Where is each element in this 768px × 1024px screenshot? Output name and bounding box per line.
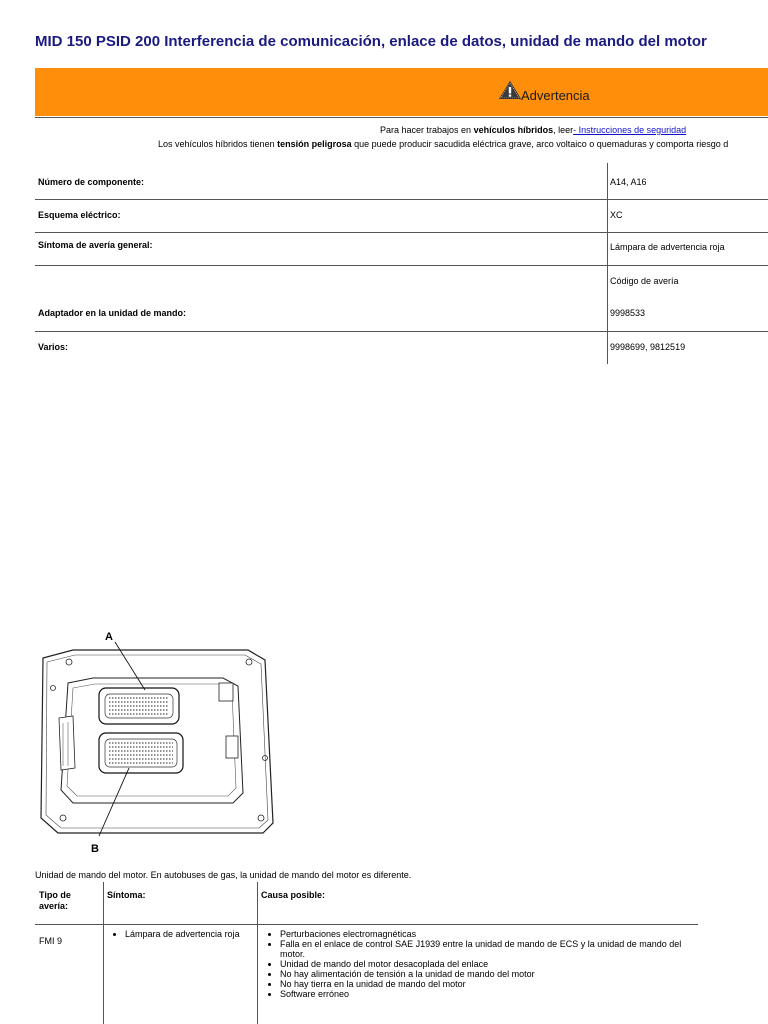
property-value: XC bbox=[610, 210, 623, 220]
table-header-divider bbox=[35, 924, 698, 925]
callout-label-b: B bbox=[91, 843, 99, 855]
property-label: Esquema eléctrico: bbox=[38, 210, 121, 220]
property-value: Lámpara de advertencia roja bbox=[610, 242, 725, 252]
list-item: • No hay tierra en la unidad de mando del motor bbox=[280, 979, 690, 989]
safety-note-line-1 bbox=[380, 125, 686, 135]
table-column-divider bbox=[257, 882, 258, 1024]
table-column-divider bbox=[103, 882, 104, 1024]
warning-label: Advertencia bbox=[521, 88, 590, 103]
fault-type-header: Tipo de avería: bbox=[39, 890, 71, 911]
safety-text: , leer bbox=[553, 125, 574, 135]
safety-text: Para hacer trabajos en bbox=[380, 125, 474, 135]
safety-text: Los vehículos híbridos tienen bbox=[158, 139, 278, 149]
property-value: A14, A16 bbox=[610, 177, 647, 187]
callout-label-a: A bbox=[105, 631, 113, 643]
warning-banner bbox=[35, 68, 768, 116]
cause-list bbox=[264, 929, 690, 999]
fault-code: FMI 9 bbox=[39, 936, 63, 946]
cause-header: Causa posible: bbox=[261, 890, 326, 900]
property-label: Varios: bbox=[38, 342, 69, 352]
warning-triangle-icon bbox=[497, 79, 523, 101]
divider bbox=[35, 117, 768, 118]
property-row bbox=[35, 233, 768, 266]
property-label: Adaptador en la unidad de mando: bbox=[38, 308, 187, 318]
symptom-header: Síntoma: bbox=[107, 890, 146, 900]
figure-caption: Unidad de mando del motor. En autobuses de gas, la unidad de mando del motor es diferente. bbox=[35, 870, 412, 880]
list-item: • No hay alimentación de tensión a la unidad de mando del motor bbox=[280, 969, 690, 979]
property-value: 9998699, 9812519 bbox=[610, 342, 686, 352]
safety-bold: tensión peligrosa bbox=[277, 139, 352, 149]
property-row bbox=[35, 266, 768, 298]
safety-note-line-2 bbox=[158, 139, 728, 149]
list-item: • Falla en el enlace de control SAE J1939 entre la unidad de mando de ECS y la unidad de mando del motor. bbox=[280, 939, 690, 959]
property-row bbox=[35, 163, 768, 200]
component-properties-table bbox=[35, 163, 768, 364]
list-item: • Software erróneo bbox=[280, 989, 690, 999]
list-item: • Perturbaciones electromagnéticas bbox=[280, 929, 690, 939]
symptom-list bbox=[109, 929, 255, 939]
safety-instructions-link[interactable]: - Instrucciones de seguridad bbox=[573, 125, 687, 135]
engine-control-unit-illustration bbox=[33, 628, 283, 858]
property-row bbox=[35, 332, 768, 364]
property-label: Número de componente: bbox=[38, 177, 145, 187]
property-row bbox=[35, 299, 768, 332]
list-item: • Lámpara de advertencia roja bbox=[125, 929, 255, 939]
page-title: MID 150 PSID 200 Interferencia de comunicación, enlace de datos, unidad de mando del motor bbox=[35, 33, 707, 50]
safety-bold: vehículos híbridos bbox=[473, 125, 554, 135]
property-label: Síntoma de avería general: bbox=[38, 240, 153, 250]
fault-table bbox=[35, 882, 698, 1024]
safety-text: que puede producir sacudida eléctrica grave, arco voltaico o quemaduras y comporta riesgo d bbox=[351, 139, 729, 149]
property-row bbox=[35, 200, 768, 233]
list-item: • Unidad de mando del motor desacoplada del enlace bbox=[280, 959, 690, 969]
property-value: Código de avería bbox=[610, 276, 679, 286]
table-column-divider bbox=[607, 163, 608, 364]
property-value: 9998533 bbox=[610, 308, 646, 318]
